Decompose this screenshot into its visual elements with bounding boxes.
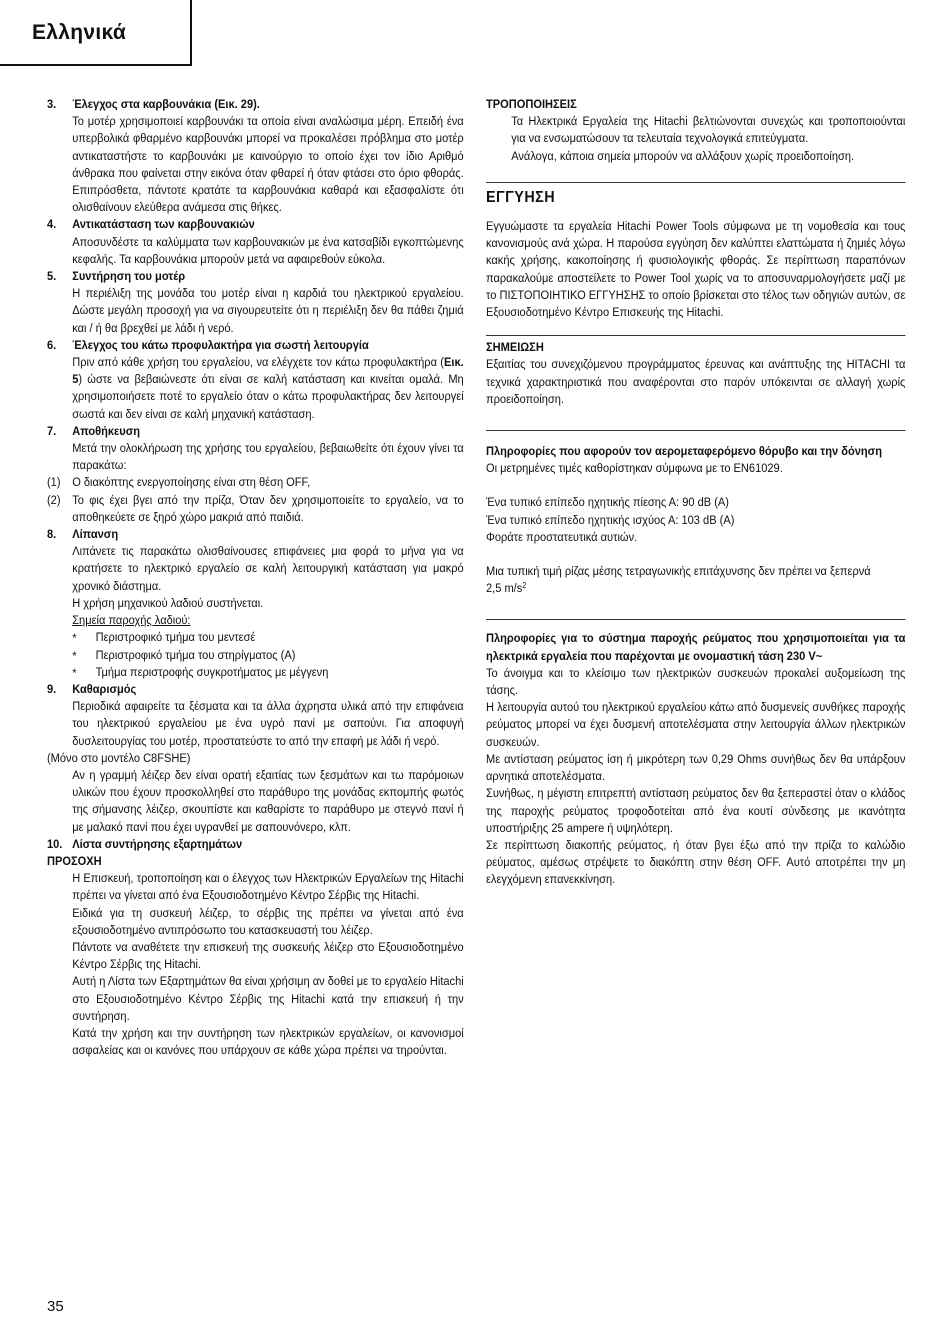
note-body: Εξαιτίας του συνεχιζόμενου προγράμματος έρευνας και ανάπτυξης της HITACHI τα τεχνικά χαρακτηριστικά που αναφέρονται στο παρόν υπόκεινται σε αλλαγή χωρίς προειδοποίηση.	[486, 357, 906, 406]
storage-sub-2	[47, 492, 464, 526]
storage-sub-1	[47, 474, 464, 491]
power-supply-para: Η λειτουργία αυτού του ηλεκτρικού εργαλείου κάτω από δυσμενείς συνθήκες παροχής ρεύματος μπορεί να έχει δυσμενή αποτελέσματα στην λειτουργία άλλων ηλεκτρικών συσκευών.	[486, 700, 906, 749]
sub-text: Το φις έχει βγει από την πρίζα, Όταν δεν χρησιμοποιείτε το εργαλείο, να το αποθηκεύετε σε ξηρό χώρο μακριά από παιδιά.	[72, 492, 464, 524]
section-title: Έλεγχος στα καρβουνάκια (Εικ. 29).	[72, 97, 260, 111]
oil-points-heading: Σημεία παροχής λαδιού:	[72, 613, 191, 628]
section-number: 9.	[47, 681, 57, 696]
caution-para: Η Επισκευή, τροποποίηση και ο έλεγχος των Ηλεκτρικών Εργαλείων της Hitachi πρέπει να γίνεται από ένα Εξουσιοδοτημένο Κέντρο Σέρβις της Hitachi.	[72, 871, 464, 903]
section-body: Αποσυνδέστε τα καλύμματα των καρβουνακιών με ένα κατσαβίδι εγκοπτώμενης κεφαλής. Τα καρβουνάκια μπορούν μετά να αφαιρεθούν εύκολα.	[72, 234, 464, 266]
power-supply-para: Το άνοιγμα και το κλείσιμο των ηλεκτρικών συσκευών προκαλεί αυξομείωση της τάσης.	[486, 665, 906, 698]
sub-number: (2)	[47, 492, 61, 507]
modifications-para: Τα Ηλεκτρικά Εργαλεία της Hitachi βελτιώνονται συνεχώς και τροποποιούνται για να ενσωματώσουν τα τελευταία τεχνολογικά επιτεύγματα.	[511, 114, 906, 146]
warranty-body: Εγγυώμαστε τα εργαλεία Hitachi Power Tools σύμφωνα με τη νομοθεσία και τους κανονισμούς ανά χώρα. Η παρούσα εγγύηση δεν καλύπτει ελαττώματα ή ζημιές λόγω κακής χρήσης, κακοποίησης ή φυσιολογικής φθοράς. Σε περίπτωση παραπόνων παρακαλούμε αποστείλετε το Power Tool χωρίς να το αποσυναρμολογήσετε μαζί με το ΠΙΣΤΟΠΟΙΗΤΙΚΟ ΕΓΓΥΗΣΗΣ το οποίο βρίσκεται στο τέλος των οδηγιών αυτών, σε Εξουσιοδοτημένο Κέντρο Επισκευής της Hitachi.	[486, 219, 906, 320]
section-title: Λίστα συντήρησης εξαρτημάτων	[72, 836, 243, 851]
oil-point	[47, 647, 464, 664]
section-4-brush-replacement	[47, 216, 464, 268]
modifications-para: Ανάλογα, κάποια σημεία μπορούν να αλλάξουν χωρίς προειδοποίηση.	[511, 148, 855, 163]
section-body: Μετά την ολοκλήρωση της χρήσης του εργαλείου, βεβαιωθείτε ότι έχουν γίνει τα παρακάτω:	[72, 441, 464, 473]
caution-para: Αυτή η Λίστα των Εξαρτημάτων θα είναι χρήσιμη αν δοθεί με το εργαλείο Hitachi στο Εξουσιοδοτημένο Κέντρο Σέρβις της Hitachi κατά την επισκευή ή την συντήρηση.	[72, 974, 464, 1023]
oil-point-text: Περιστροφικό τμήμα του μεντεσέ	[95, 630, 256, 645]
vibration-exponent: 2	[522, 581, 527, 591]
vibration-value	[486, 580, 905, 597]
divider	[486, 182, 905, 183]
power-supply-para: Με αντίσταση ρεύματος ίση ή μικρότερη των 0,29 Ohms συνήθως δεν θα υπάρξουν αρνητικά αποτελέσματα.	[486, 751, 906, 784]
left-column	[47, 96, 464, 1059]
model-note: (Μόνο στο μοντέλο C8FSHE)	[47, 750, 191, 765]
power-supply-heading: Πληροφορίες για το σύστημα παροχής ρεύματος που χρησιμοποιείται για τα ηλεκτρικά εργαλεία που παρέχονται με ονομαστική τάση 230 V~	[486, 631, 906, 663]
oil-point	[47, 629, 464, 646]
figure-ref: Εικ. 5	[72, 355, 464, 387]
section-5-motor-maintenance	[47, 268, 464, 337]
section-number: 5.	[47, 269, 57, 284]
section-title: Αντικατάσταση των καρβουνακιών	[72, 217, 255, 232]
caution-para: Ειδικά για τη συσκευή λέιζερ, το σέρβις της πρέπει να γίνεται από ένα εξουσιοδοτημένο αντιπρόσωπο του κατασκευαστή του λέιζερ.	[72, 905, 464, 937]
section-number: 8.	[47, 527, 57, 542]
caution-para: Πάντοτε να αναθέτετε την επισκευή της συσκευής λέιζερ στο Εξουσιοδοτημένο Κέντρο Σέρβις της Hitachi.	[72, 939, 464, 972]
power-supply-para: Σε περίπτωση διακοπής ρεύματος, ή όταν βγει έξω από την πρίζα το καλώδιο ρεύματος, αμέσως στρέψετε το διακόπτη στην θέση OFF. Αυτό αποτρέπει την μη ελεγχόμενη επανεκκίνηση.	[486, 837, 906, 887]
section-title: Αποθήκευση	[72, 423, 141, 438]
section-title: Καθαρισμός	[72, 681, 137, 696]
section-6-lower-guard	[47, 337, 464, 423]
section-number: 7.	[47, 423, 57, 438]
right-column	[486, 96, 905, 889]
noise-ear-protection: Φοράτε προστατευτικά αυτιών.	[486, 529, 638, 544]
noise-power: Ένα τυπικό επίπεδο ηχητικής ισχύος Α: 103 dB (A)	[486, 512, 735, 527]
page-number: 35	[47, 1298, 64, 1315]
power-supply-para: Συνήθως, η μέγιστη επιτρεπτή αντίσταση ρεύματος δεν θα ξεπεραστεί όταν ο κλάδος της παροχής ρεύματος τροφοδοτείται από ένα κουτί σύνδεσης με ικανότητα υποστήριξης 25 ampere ή υψηλότερη.	[486, 786, 906, 835]
section-title: Έλεγχος του κάτω προφυλακτήρα για σωστή λειτουργία	[72, 337, 369, 352]
sub-number: (1)	[47, 475, 61, 490]
section-number: 6.	[47, 337, 57, 352]
oil-point-text: Περιστροφικό τμήμα του στηρίγματος (A)	[95, 647, 296, 662]
sub-text: Ο διακόπτης ενεργοποίησης είναι στη θέση OFF,	[72, 475, 311, 490]
section-body	[72, 354, 464, 423]
section-title: Λίπανση	[72, 527, 119, 542]
warranty-heading: ΕΓΓΥΗΣΗ	[486, 188, 556, 206]
modifications-heading: ΤΡΟΠΟΠΟΙΗΣΕΙΣ	[486, 97, 577, 111]
language-label: Ελληνικά	[32, 21, 127, 44]
body-text: Πριν από κάθε χρήση του εργαλείου, να ελέγχετε τον κάτω προφυλακτήρα (	[72, 355, 444, 370]
section-body: Περιοδικά αφαιρείτε τα ξέσματα και τα άλλα άχρηστα υλικά από την επιφάνεια του ηλεκτρικού εργαλείου με ένα υγρό πανί με σαπούνι. Για αποφυγή δυσλειτουργίας του μοτέρ, προστατεύστε το από την επαφή με λάδι ή νερό.	[72, 699, 464, 748]
section-body: Το μοτέρ χρησιμοποιεί καρβουνάκι τα οποία είναι αναλώσιμα μέρη. Επειδή ένα υπερβολικά φθαρμένο καρβουνάκι μπορεί να προκαλέσει πρόβλημα στο μοτέρ αντικαταστήστε το καρβουνάκι με καινούργιο το οποίο έχει τον ίδιο Αριθμό άνθρακα που φαίνεται στην εικόνα όταν φθαρεί ή όταν φτάσει στο όριο φθοράς. Επιπρόσθετα, πάντοτε κρατάτε τα καρβουνάκια καθαρά και εξασφαλίστε ότι ολισθαίνουν ελεύθερα ανάμεσα στις θήκες.	[72, 114, 464, 215]
caution-para: Κατά την χρήση και την συντήρηση των ηλεκτρικών εργαλείων, οι κανονισμοί ασφαλείας και οι κανόνες που υπάρχουν σε κάθε χώρα πρέπει να τηρούνται.	[72, 1025, 464, 1058]
body-text: ) ώστε να βεβαιώνεστε ότι είναι σε καλή κατάσταση και κινείται ομαλά. Μη χρησιμοποιήσετε ποτέ το εργαλείο όταν ο κάτω προφυλακτήρας δεν λειτουργεί σωστά και δεν είναι σε καλή μηχανική κατάσταση.	[72, 372, 464, 421]
noise-heading: Πληροφορίες που αφορούν τον αερομεταφερόμενο θόρυβο και την δόνηση	[486, 444, 882, 459]
section-body: Η περιέλιξη της μονάδα του μοτέρ είναι η καρδιά του ηλεκτρικού εργαλείου. Δώστε μεγάλη προσοχή για να σιγουρευτείτε ότι η περιέλιξη δεν θα πάθει ζημιά και / ή θα βρεχθεί με λάδι ή νερό.	[72, 286, 464, 335]
section-number: 10.	[47, 836, 63, 851]
section-10-parts-list	[47, 836, 464, 853]
section-7-storage	[47, 423, 464, 475]
section-9-cleaning	[47, 681, 464, 750]
section-8-lubrication	[47, 526, 464, 629]
language-tab	[0, 0, 192, 66]
section-title: Συντήρηση του μοτέρ	[72, 269, 186, 284]
divider	[486, 335, 905, 336]
section-3-brush-check	[47, 96, 464, 216]
oil-note: Η χρήση μηχανικού λαδιού συστήνεται.	[72, 595, 264, 610]
vibration-text: Μια τυπική τιμή ρίζας μέσης τετραγωνικής επιτάχυνσης δεν πρέπει να ξεπερνά	[486, 564, 871, 579]
section-number: 4.	[47, 217, 57, 232]
noise-measured: Οι μετρημένες τιμές καθορίστηκαν σύμφωνα με το EN61029.	[486, 461, 783, 476]
bullet-star: *	[72, 631, 77, 646]
noise-pressure: Ένα τυπικό επίπεδο ηχητικής πίεσης Α: 90 dB (A)	[486, 495, 729, 510]
model-body: Αν η γραμμή λέιζερ δεν είναι ορατή εξαιτίας των ξεσμάτων και τω παρόμοιων υλικών που έχουν προσκολληθεί στο παράθυρο της μονάδας εκπομπής φωτός της σήμανσης λέιζερ, σκουπίστε και καθαρίστε το παράθυρο με στεγνό πανί ή με μαλακό πανί που έχει υγρανθεί με σαπουνόνερο, κλπ.	[72, 767, 464, 834]
note-heading: ΣΗΜΕΙΩΣΗ	[486, 340, 544, 355]
section-body: Λιπάνετε τις παρακάτω ολισθαίνουσες επιφάνειες μια φορά το μήνα για να κρατήσετε το ηλεκτρικό εργαλείο σε καλή λειτουργική κατάσταση για μακρό χρονικό διάστημα.	[72, 544, 464, 593]
bullet-star: *	[72, 648, 77, 663]
oil-point	[47, 664, 464, 681]
caution-heading: ΠΡΟΣΟΧΗ	[47, 853, 102, 868]
oil-point-text: Τμήμα περιστροφής συγκροτήματος με μέγγενη	[95, 664, 329, 679]
vibration-number: 2,5 m/s	[486, 581, 523, 596]
section-number: 3.	[47, 97, 57, 111]
bullet-star: *	[72, 665, 77, 680]
